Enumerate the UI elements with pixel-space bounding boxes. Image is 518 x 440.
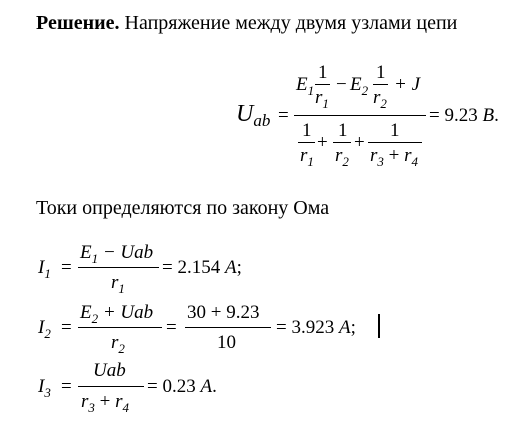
uab-den-one-3: 1 xyxy=(390,120,400,141)
currents-intro: Токи определяются по закону Ома xyxy=(36,197,330,219)
i1-num: $E_1$ − Uab xyxy=(80,242,154,266)
uab-num-bar-b xyxy=(373,84,388,85)
uab-den-one-2: 1 xyxy=(338,120,348,141)
i1-den: $r_1$ xyxy=(111,272,125,296)
uab-den-bar-2 xyxy=(333,142,351,143)
i1-eq: = xyxy=(61,257,72,278)
i3-bar xyxy=(78,386,144,387)
uab-den-r3r4: $r_3 + r_4$ xyxy=(370,145,419,169)
i2-eq: = xyxy=(61,317,72,338)
i3-lhs: $I_3$ xyxy=(38,376,51,400)
uab-num-plus-j: + J xyxy=(394,74,421,95)
uab-den-plus-1: + xyxy=(317,132,328,153)
i2-bar2 xyxy=(185,327,271,328)
uab-num-e1: $E_1$ xyxy=(296,74,315,98)
solution-label: Решение. xyxy=(36,12,120,34)
uab-num-one-b: 1 xyxy=(376,62,386,83)
uab-num-e2: $E_2$ xyxy=(350,74,369,98)
uab-num-one-a: 1 xyxy=(318,62,328,83)
intro-paragraph xyxy=(36,13,457,33)
uab-den-one-1: 1 xyxy=(302,120,312,141)
i2-den: $r_2$ xyxy=(111,332,125,356)
i2-bar xyxy=(78,327,162,328)
i1-bar xyxy=(78,267,159,268)
uab-num-bar-a xyxy=(315,84,330,85)
uab-den-plus-2: + xyxy=(354,132,365,153)
uab-num-r1: $r_1$ xyxy=(315,87,329,111)
i2-eq2: = xyxy=(166,317,177,338)
uab-den-bar-3 xyxy=(368,142,422,143)
i3-result: = 0.23 A. xyxy=(147,376,217,397)
i3-num: Uab xyxy=(93,360,126,381)
i1-lhs: $I_1$ xyxy=(38,257,51,281)
i1-result: = 2.154 A; xyxy=(162,257,242,278)
uab-den-bar-1 xyxy=(298,142,315,143)
uab-den-r2: $r_2$ xyxy=(335,145,349,169)
i2-num2: 30 + 9.23 xyxy=(187,302,260,323)
i2-lhs: $I_2$ xyxy=(38,317,51,341)
uab-eq: = xyxy=(278,105,289,126)
uab-den-r1: $r_1$ xyxy=(300,145,314,169)
uab-num-r2: $r_2$ xyxy=(373,87,387,111)
i2-result: = 3.923 A; xyxy=(276,317,356,338)
text-cursor xyxy=(378,314,380,338)
uab-main-bar xyxy=(294,115,426,116)
i2-num: $E_2$ + Uab xyxy=(80,302,154,326)
i3-den: $r_3 + r_4$ xyxy=(81,391,130,415)
i2-den2: 10 xyxy=(217,332,236,353)
uab-num-minus: − xyxy=(336,74,347,95)
i3-eq: = xyxy=(61,376,72,397)
uab-result: = 9.23 B. xyxy=(429,105,499,126)
intro-text: Напряжение между двумя узлами цепи xyxy=(124,12,458,34)
uab-lhs: $U_{ab}$ xyxy=(236,101,271,130)
